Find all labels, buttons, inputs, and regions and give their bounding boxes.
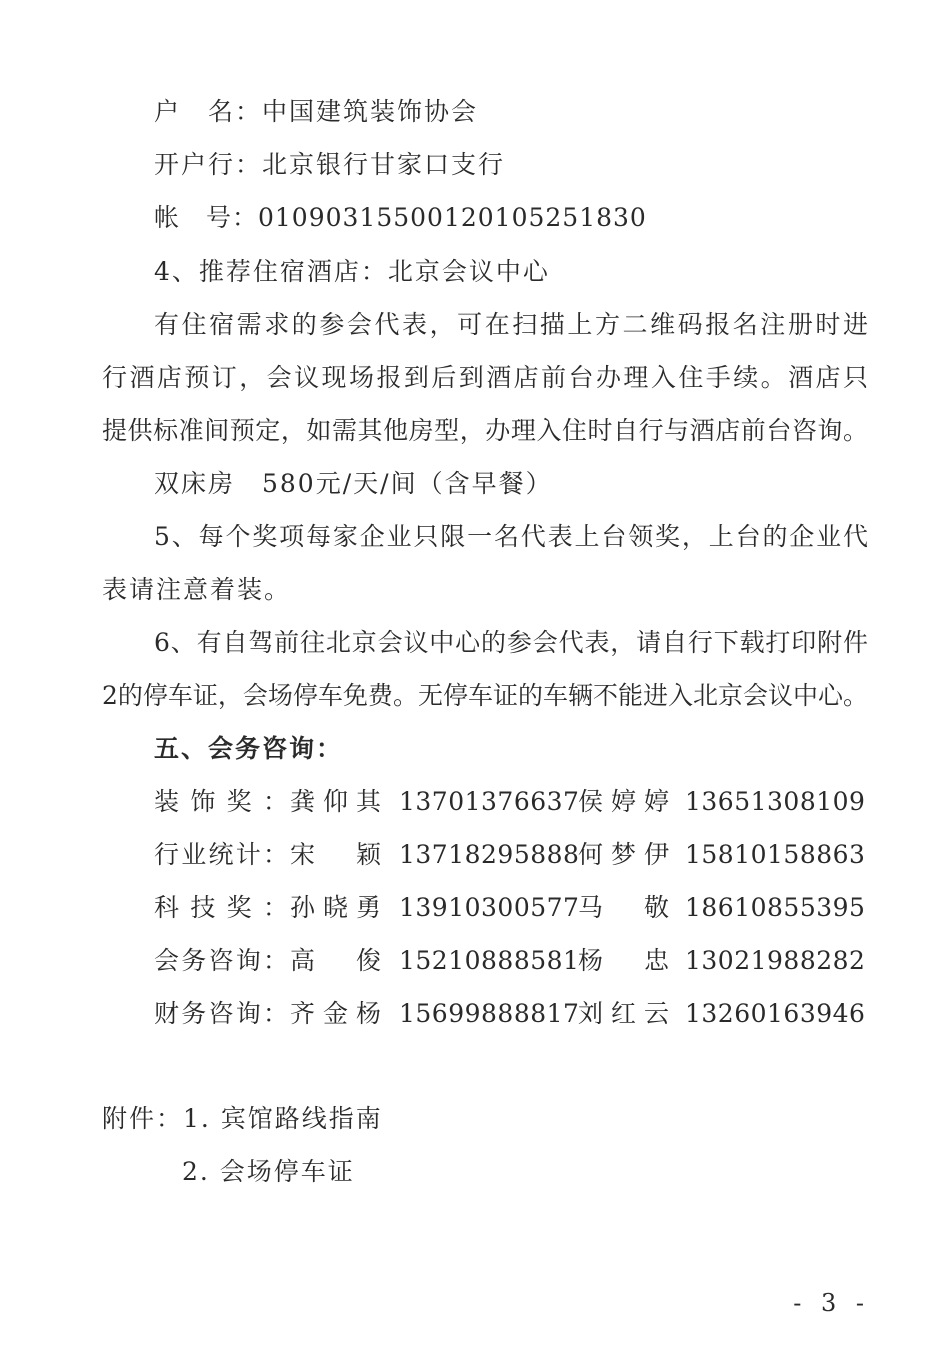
- contact-name: 齐金杨: [290, 999, 390, 1028]
- page-number: - 3 -: [793, 1289, 870, 1317]
- contact-phone: 15699888817: [399, 999, 580, 1028]
- contact-name: 杨 忠: [578, 946, 678, 975]
- bank-account-name: 户 名：中国建筑装饰协会: [154, 97, 479, 126]
- contact-phone: 15810158863: [685, 840, 866, 869]
- contact-name: 宋 颖: [290, 840, 390, 869]
- attachment-line-1: 附件：1. 宾馆路线指南: [102, 1104, 383, 1133]
- hotel-room-price: 双床房 580元/天/间（含早餐）: [154, 469, 553, 498]
- contact-phone: 15210888581: [399, 946, 580, 975]
- contact-label: 会务咨询：: [154, 946, 288, 975]
- contact-name: 马 敬: [578, 893, 678, 922]
- item5-line-1: 5、每个奖项每家企业只限一名代表上台领奖，上台的企业代: [154, 522, 868, 551]
- contact-name: 高 俊: [290, 946, 390, 975]
- contact-phone: 13718295888: [399, 840, 580, 869]
- contact-phone: 13021988282: [685, 946, 866, 975]
- contact-phone: 13910300577: [399, 893, 580, 922]
- contact-name: 刘红云: [578, 999, 678, 1028]
- bank-name: 开户行：北京银行甘家口支行: [154, 150, 506, 179]
- contact-phone: 13701376637: [399, 787, 580, 816]
- hotel-heading: 4、推荐住宿酒店：北京会议中心: [154, 257, 550, 286]
- contact-name: 孙晓勇: [290, 893, 390, 922]
- contact-phone: 18610855395: [685, 893, 866, 922]
- item5-line-2: 表请注意着装。: [102, 575, 292, 604]
- contact-name: 侯婷婷: [578, 787, 678, 816]
- hotel-paragraph-line-3: 提供标准间预定，如需其他房型，办理入住时自行与酒店前台咨询。: [102, 416, 868, 445]
- hotel-paragraph-line-2: 行酒店预订，会议现场报到后到酒店前台办理入住手续。酒店只: [102, 363, 868, 392]
- contact-label: 装饰奖：: [154, 787, 288, 816]
- contact-phone: 13651308109: [685, 787, 866, 816]
- hotel-paragraph-line-1: 有住宿需求的参会代表，可在扫描上方二维码报名注册时进: [154, 310, 868, 339]
- section5-heading: 五、会务咨询：: [154, 734, 344, 763]
- bank-account-number: 帐 号：01090315500120105251830: [154, 203, 647, 232]
- contact-label: 科技奖：: [154, 893, 288, 922]
- contact-name: 何梦伊: [578, 840, 678, 869]
- item6-line-2: 2的停车证，会场停车免费。无停车证的车辆不能进入北京会议中心。: [102, 681, 868, 710]
- contact-phone: 13260163946: [685, 999, 866, 1028]
- contact-label: 行业统计：: [154, 840, 288, 869]
- contact-name: 龚仰其: [290, 787, 390, 816]
- contact-label: 财务咨询：: [154, 999, 288, 1028]
- item6-line-1: 6、有自驾前往北京会议中心的参会代表，请自行下载打印附件: [154, 628, 868, 657]
- attachment-line-2: 2. 会场停车证: [182, 1157, 355, 1186]
